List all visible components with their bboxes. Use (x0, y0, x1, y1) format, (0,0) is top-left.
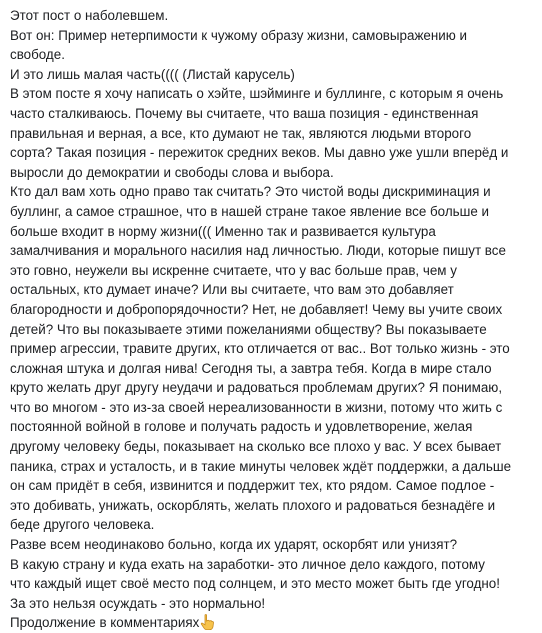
continuation-text: Продолжение в комментариях (10, 615, 200, 631)
post-text-line: Кто дал вам хоть одно право так считать? Это чистой воды дискриминация и (10, 184, 491, 200)
post-text-line: часто сталкиваюсь. Почему вы считаете, что ваша позиция - единственная (10, 105, 479, 121)
post-text-line: беде другого человека. (10, 517, 155, 533)
post-continuation-line (10, 613, 534, 633)
post-text-line: буллинг, а самое страшное, что в нашей стране такое явление все больше и (10, 203, 490, 219)
post-text (10, 6, 534, 613)
post-text-line: остальных, кто думает иначе? Или вы считаете, что вам это добавляет (10, 282, 454, 298)
post-text-line: детей? Что вы показываете этими пожеланиями обществу? Вы показываете (10, 321, 487, 337)
post-text-line: что каждый ищет своё место под солнцем, и это место может быть где угодно! (10, 576, 500, 592)
post-text-line: другому человеку беды, показывает на сколько все плохо у вас. У всех бывает (10, 439, 502, 455)
post-text-line: Разве всем неодинаково больно, когда их ударят, оскорбят или унизят? (10, 537, 458, 553)
post-text-line: постоянной войной в голове и получать радость и удовлетворение, желая (10, 419, 473, 435)
post-text-line: В этом посте я хочу написать о хэйте, шэйминге и буллинге, с которым я очень (10, 86, 504, 102)
post-text-line: сорта? Такая позиция - пережиток средних веков. Мы давно уже ушли вперёд и (10, 145, 509, 161)
post-text-line: паника, страх и усталость, и в такие минуты человек ждёт поддержки, а дальше (10, 458, 512, 474)
post-text-line: больше входит в норму жизни((( Именно так и развивается культура (10, 223, 436, 239)
post-text-line: Вот он: Пример нетерпимости к чужому образу жизни, самовыражению и (10, 27, 467, 43)
post-text-line: И это лишь малая часть(((( (Листай карусель) (10, 66, 295, 82)
post-text-line: Этот пост о наболевшем. (10, 8, 169, 23)
post-text-line: замалчивания и морального насилия над личностью. Люди, которые пишут все (10, 243, 506, 259)
post-text-line: круто желать друг другу неудачи и радоваться проблемам других? Я понимаю, (10, 380, 503, 396)
post-text-line: В какую страну и куда ехать на заработки- это личное дело каждого, потому (10, 556, 485, 572)
post-text-line: благородности и добропорядочности? Нет, не добавляет! Чему вы учите своих (10, 301, 503, 317)
pointing-down-hand-icon (200, 614, 214, 630)
post-text-line: что во многом - это из-за своей нереализованности в жизни, потому что жить с (10, 399, 503, 415)
post-text-line: пример агрессии, травите других, кто отличается от вас.. Вот только жизнь - это (10, 341, 510, 357)
post-text-line: это говно, неужели вы искренне считаете, что у вас больше прав, чем у (10, 262, 457, 278)
post-text-line: За это нельзя осуждать - это нормально! (10, 595, 266, 611)
post-text-line: он сам придёт в себя, извинится и поддержит тех, кто рядом. Самое подлое - (10, 478, 495, 494)
post-text-line: это добивать, унижать, оскорблять, желать плохого и радоваться безнадёге и (10, 497, 496, 513)
post-text-line: свободе. (10, 47, 65, 63)
post-text-line: сложная штука и долгая нива! Сегодня ты, а завтра тебя. Когда в мире стало (10, 360, 492, 376)
post-text-line: выросли до демократии и свободы слова и выбора. (10, 164, 334, 180)
post-text-line: правильная и верная, а все, кто думают не так, являются людьми второго (10, 125, 472, 141)
